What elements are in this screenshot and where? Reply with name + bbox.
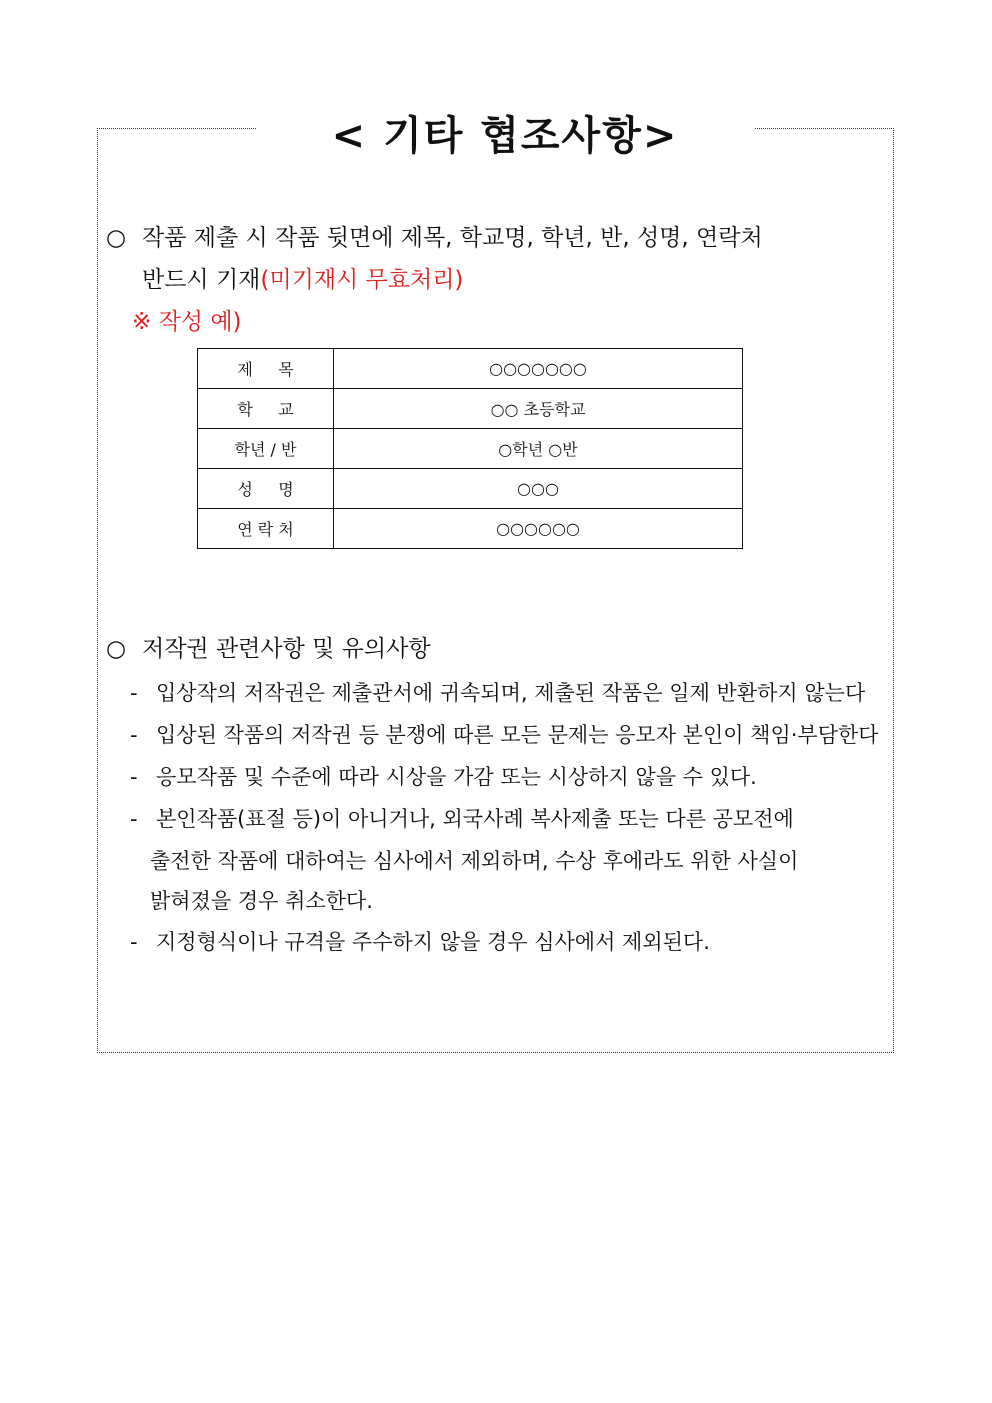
submission-instruction <box>106 223 763 253</box>
dash-bullet-icon: - <box>130 723 138 747</box>
list-item: - 입상작의 저작권은 제출관서에 귀속되며, 제출된 작품은 일제 반환하지 않는다 <box>130 678 865 708</box>
page-title: < 기타 협조사항> <box>256 108 754 164</box>
submission-instruction-continued <box>142 265 463 295</box>
table-value: ○학년 ○반 <box>334 429 743 469</box>
circle-bullet-icon: ○ <box>106 636 127 662</box>
table-label: 제 목 <box>198 349 334 389</box>
dash-bullet-icon: - <box>130 807 138 831</box>
list-item: - 지정형식이나 규격을 주수하지 않을 경우 심사에서 제외된다. <box>130 927 710 957</box>
table-value: ○○○ <box>334 469 743 509</box>
copyright-heading <box>106 634 431 664</box>
list-item: - 본인작품(표절 등)이 아니거나, 외국사례 복사제출 또는 다른 공모전에 <box>130 804 794 834</box>
table-value: ○○○○○○○ <box>334 349 743 389</box>
table-row <box>198 349 743 389</box>
list-item: - 입상된 작품의 저작권 등 분쟁에 따른 모든 문제는 응모자 본인이 책임·부담한다 <box>130 720 879 750</box>
copyright-heading-text: 저작권 관련사항 및 유의사항 <box>142 636 431 662</box>
table-row <box>198 469 743 509</box>
list-item-continued: 출전한 작품에 대하여는 심사에서 제외하며, 수상 후에라도 위한 사실이 <box>150 849 799 873</box>
table-label: 학 교 <box>198 389 334 429</box>
dash-bullet-icon: - <box>130 681 138 705</box>
submission-line-1: 작품 제출 시 작품 뒷면에 제목, 학교명, 학년, 반, 성명, 연락처 <box>142 225 763 251</box>
table-value: ○○○○○○ <box>334 509 743 549</box>
invalid-warning: (미기재시 무효처리) <box>260 267 464 293</box>
table-label: 연 락 처 <box>198 509 334 549</box>
dash-bullet-icon: - <box>130 765 138 789</box>
table-label: 학년 / 반 <box>198 429 334 469</box>
submission-line-2: 반드시 기재 <box>142 267 261 293</box>
list-item: - 응모작품 및 수준에 따라 시상을 가감 또는 시상하지 않을 수 있다. <box>130 762 757 792</box>
table-row <box>198 389 743 429</box>
table-label: 성 명 <box>198 469 334 509</box>
circle-bullet-icon: ○ <box>106 225 127 251</box>
list-item-continued: 밝혀졌을 경우 취소한다. <box>150 889 373 913</box>
example-table <box>197 348 743 549</box>
example-note: ※ 작성 예) <box>132 309 242 335</box>
table-row <box>198 429 743 469</box>
dash-bullet-icon: - <box>130 930 138 954</box>
table-value: ○○ 초등학교 <box>334 389 743 429</box>
table-row <box>198 509 743 549</box>
